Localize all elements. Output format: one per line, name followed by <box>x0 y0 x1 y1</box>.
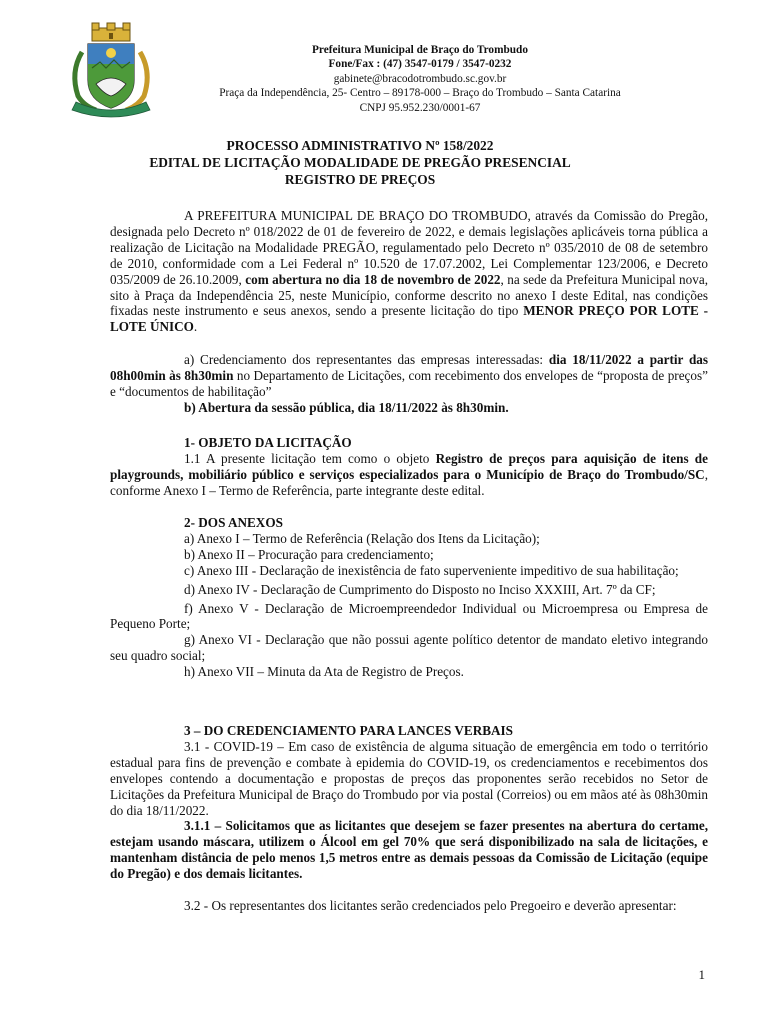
section-3-heading: 3 – DO CREDENCIAMENTO PARA LANCES VERBAIS <box>184 723 514 738</box>
org-name: Prefeitura Municipal de Braço do Trombudo <box>311 44 528 56</box>
cnpj: CNPJ 95.952.230/0001-67 <box>359 101 481 114</box>
annex-d: d) Anexo IV - Declaração de Cumprimento do Disposto no Inciso XXXIII, Art. 7º da CF; <box>184 581 656 597</box>
annex-h: h) Anexo VII – Minuta da Ata de Registro de Preços. <box>184 664 464 680</box>
section-1-text-1: 1.1 A presente licitação tem como o objeto <box>184 450 436 466</box>
intro-text-2: , na sede da Prefeitura Municipal nova, sito à Praça da Independência 25, neste Município, conforme descrito no anexo I deste Edital, nas condições fixadas neste instrumento e seus anexos, sendo a presente licitação do tipo <box>110 271 708 319</box>
intro-bid-type: MENOR PREÇO POR LOTE - LOTE ÚNICO <box>110 303 708 335</box>
section-1-heading: 1- OBJETO DA LICITAÇÃO <box>184 435 352 450</box>
municipal-coat-of-arms-icon <box>66 22 156 118</box>
intro-text-3: . <box>193 319 198 335</box>
item-a-date: dia 18/11/2022 a partir das 08h00min às 8h30min <box>110 352 709 383</box>
paragraph-3-2: 3.2 - Os representantes dos licitantes serão credenciados pelo Pregoeiro e deverão apresentar: <box>184 898 677 914</box>
section-1-object: Registro de preços para aquisição de itens de playgrounds, mobiliário público e serviços especializados para o Município de Braço do Trombudo/SC <box>110 450 708 482</box>
annex-b: b) Anexo II – Procuração para credenciamento; <box>184 546 434 562</box>
intro-paragraph <box>110 208 708 335</box>
intro-opening-date: com abertura no dia 18 de novembro de 2022 <box>245 271 501 287</box>
letterhead <box>170 43 670 115</box>
phone-fax: Fone/Fax : (47) 3547-0179 / 3547-0232 <box>328 58 512 71</box>
section-2-heading: 2- DOS ANEXOS <box>184 515 283 530</box>
schedule-items <box>110 352 708 416</box>
title-process: PROCESSO ADMINISTRATIVO Nº 158/2022 <box>226 138 494 153</box>
annex-g: g) Anexo VI - Declaração que não possui agente político detentor de mandato eletivo integrando seu quadro social; <box>110 632 708 664</box>
intro-text-1: A PREFEITURA MUNICIPAL DE BRAÇO DO TROMBUDO, através da Comissão do Pregão, designada pelo Decreto nº 018/2022 de 01 de fevereiro de 2022, e demais legislações aplicáveis torna pública a realização de Licitação na Modalidade PREGÃO, regulamentado pelo Decreto nº 035/2010 de 08 de setembro de 2010, conformidade com a Lei Federal nº 10.520 de 17.07.2002, Lei Complementar 123/2006, e Decreto 035/2009 de 26.10.2009, <box>110 208 708 287</box>
email-address: gabinete@bracodotrombudo.sc.gov.br <box>333 72 507 85</box>
paragraph-3-1: 3.1 - COVID-19 – Em caso de existência de alguma situação de emergência em todo o território estadual para fins de prevenção e combate à epidemia do COVID-19, os credenciamentos e recebimentos dos envelopes contendo a documentação e propostas de preços das proponentes serão recebidos no Setor de Licitações da Prefeitura Municipal de Braço do Trombudo por via postal (Correios) ou em mãos até às 08h30min do dia 18/11/2022. <box>110 738 708 818</box>
paragraph-3-1-1: 3.1.1 – Solicitamos que as licitantes que desejem se fazer presentes na abertura do certame, estejam usando máscara, utilizem o Álcool em gel 70% que será disponibilizado na sala de licitações, e mantenham distância de pelo menos 1,5 metros entre as demais pessoas da Comissão de Licitação (equipe do Pregão) e dos demais licitantes. <box>110 818 708 882</box>
document-title <box>60 137 660 188</box>
item-a-text: a) Credenciamento dos representantes das empresas interessadas: <box>184 352 549 367</box>
annex-a: a) Anexo I – Termo de Referência (Relação dos Itens da Licitação); <box>184 530 540 546</box>
annex-f: f) Anexo V - Declaração de Microempreendedor Individual ou Microempresa ou Empresa de Pequeno Porte; <box>110 600 708 632</box>
item-a-text-2: no Departamento de Licitações, com recebimento dos envelopes de “proposta de preços” e “documentos de habilitação” <box>110 367 708 399</box>
section-1-text-2: , conforme Anexo I – Termo de Referência, parte integrante deste edital. <box>110 466 708 498</box>
item-b: b) Abertura da sessão pública, dia 18/11/2022 às 8h30min. <box>184 399 509 415</box>
section-1 <box>110 435 708 499</box>
title-registro: REGISTRO DE PREÇOS <box>284 172 436 187</box>
title-edital: EDITAL DE LICITAÇÃO MODALIDADE DE PREGÃO PRESENCIAL <box>149 155 571 170</box>
section-3 <box>110 723 708 914</box>
postal-address: Praça da Independência, 25- Centro – 89178-000 – Braço do Trombudo – Santa Catarina <box>219 87 621 100</box>
annex-c: c) Anexo III - Declaração de inexistência de fato superveniente impeditivo de sua habilitação; <box>184 562 679 578</box>
section-2 <box>110 515 708 680</box>
page-number: 1 <box>698 967 705 982</box>
